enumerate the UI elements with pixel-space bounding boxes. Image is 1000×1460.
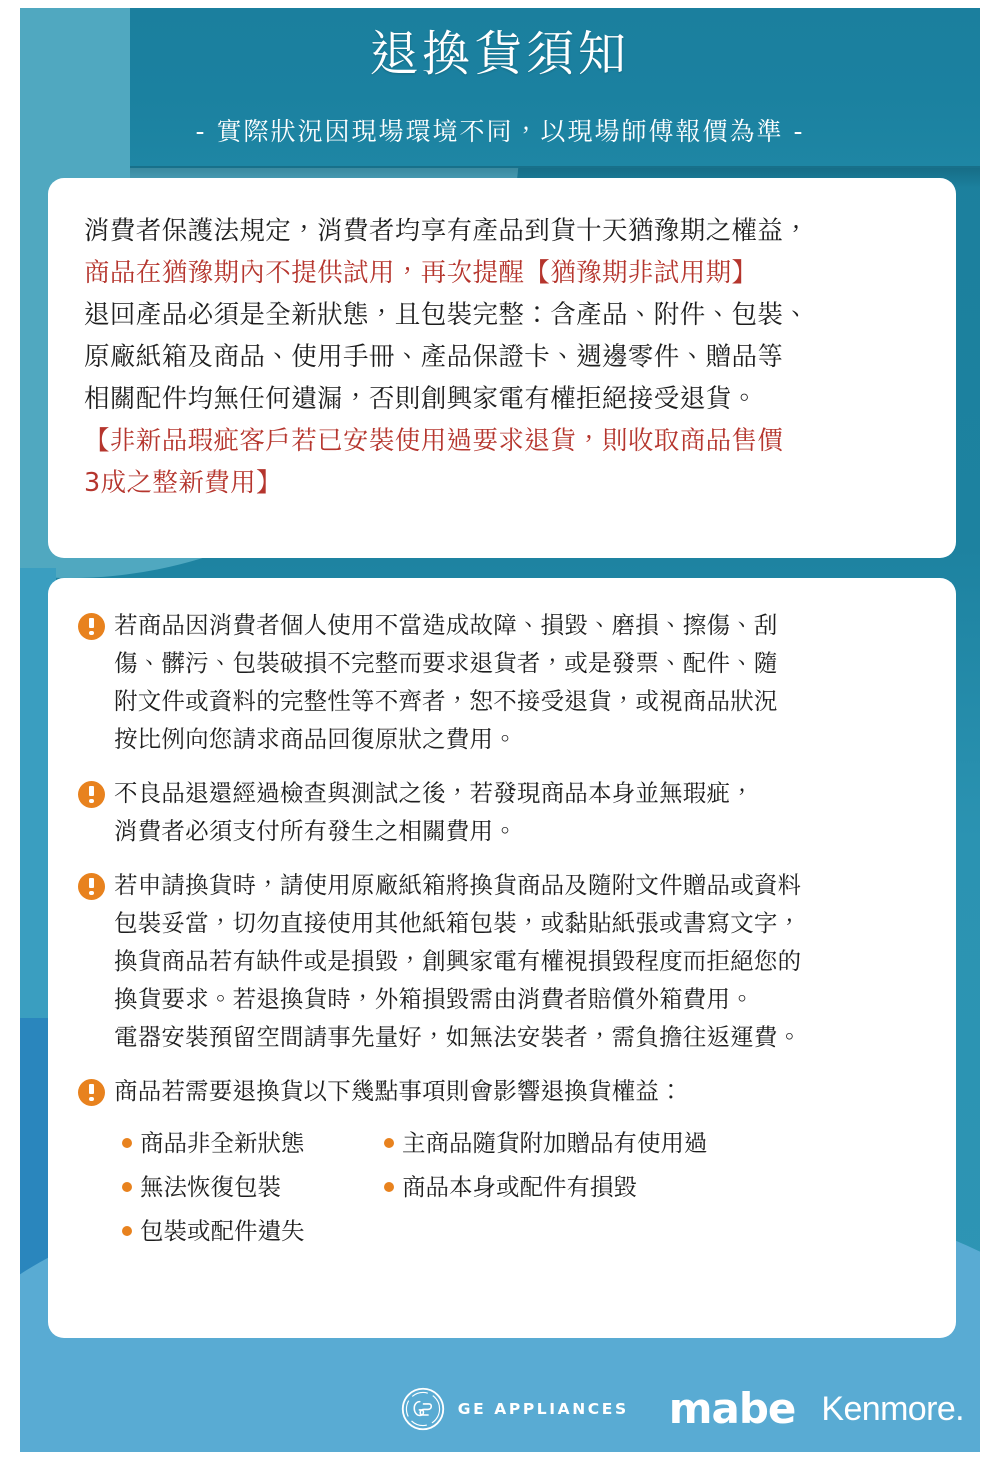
warning-note-line: 電器安裝預留空間請事先量好，如無法安裝者，需負擔往返運費。 [114, 1023, 802, 1051]
bullet-dot-icon [122, 1138, 132, 1148]
impact-bullet-item [384, 1124, 926, 1162]
warning-note-line: 消費者必須支付所有發生之相關費用。 [114, 817, 517, 845]
intro-paragraph-line: 原廠紙箱及商品、使用手冊、產品保證卡、週邊零件、贈品等 [84, 342, 784, 372]
intro-paragraph-line: 【非新品瑕疵客戶若已安裝使用過要求退貨，則收取商品售價 [84, 426, 784, 456]
warning-note-body [114, 1072, 926, 1110]
warning-note-list [78, 606, 926, 1110]
bullet-dot-icon [122, 1226, 132, 1236]
bullet-dot-icon [122, 1182, 132, 1192]
impact-bullet-list [122, 1124, 926, 1250]
impact-bullet-item [122, 1212, 384, 1250]
impact-bullet-item [122, 1124, 384, 1162]
warning-note [78, 774, 926, 850]
warning-note [78, 1072, 926, 1110]
ge-appliances-wordmark: GE APPLIANCES [457, 1400, 629, 1418]
bullet-dot-icon [384, 1138, 394, 1148]
impact-bullet-label: 商品本身或配件有損毀 [402, 1173, 637, 1201]
intro-paragraph-list [84, 210, 920, 504]
warning-note-line: 若申請換貨時，請使用原廠紙箱將換貨商品及隨附文件贈品或資料 [114, 871, 802, 899]
warning-note-line: 換貨要求。若退換貨時，外箱損毀需由消費者賠償外箱費用。 [114, 985, 754, 1013]
intro-paragraph-line: 相關配件均無任何遺漏，否則創興家電有權拒絕接受退貨。 [84, 384, 758, 414]
warning-note-line: 按比例向您請求商品回復原狀之費用。 [114, 725, 517, 753]
impact-bullet-item [122, 1168, 384, 1206]
mabe-wordmark: mabe [668, 1384, 796, 1433]
warning-note-line: 不良品退還經過檢查與測試之後，若發現商品本身並無瑕疵， [114, 779, 754, 807]
ge-monogram-icon [400, 1386, 446, 1432]
intro-paragraph-line: 3成之整新費用】 [84, 468, 282, 498]
warning-note-line: 若商品因消費者個人使用不當造成故障、損毀、磨損、擦傷、刮 [114, 611, 778, 639]
impact-bullet-label: 主商品隨貨附加贈品有使用過 [402, 1129, 708, 1157]
brand-footer [400, 1386, 964, 1432]
impact-bullet-item [384, 1168, 926, 1206]
warning-icon [78, 613, 105, 640]
warning-note-line: 商品若需要退換貨以下幾點事項則會影響退換貨權益： [114, 1077, 683, 1105]
warning-note-line: 包裝妥當，切勿直接使用其他紙箱包裝，或黏貼紙張或書寫文字， [114, 909, 802, 937]
warning-note-line: 附文件或資料的完整性等不齊者，恕不接受退貨，或視商品狀況 [114, 687, 778, 715]
page-title: 退換貨須知 [369, 26, 630, 82]
notes-card [48, 578, 956, 1338]
intro-card [48, 178, 956, 558]
warning-note [78, 606, 926, 758]
warning-note-body [114, 866, 926, 1056]
impact-bullet-label: 包裝或配件遺失 [140, 1217, 305, 1245]
kenmore-wordmark: Kenmore . [821, 1392, 964, 1426]
poster-header [0, 24, 1000, 148]
intro-paragraph-line: 商品在猶豫期內不提供試用，再次提醒【猶豫期非試用期】 [84, 258, 758, 288]
warning-note-body [114, 774, 926, 850]
warning-icon [78, 781, 105, 808]
intro-paragraph-line: 消費者保護法規定，消費者均享有產品到貨十天猶豫期之權益， [84, 216, 810, 246]
page-subtitle: - 實際狀況因現場環境不同，以現場師傅報價為準 - [195, 117, 805, 146]
warning-icon [78, 1079, 105, 1106]
warning-note-line: 換貨商品若有缺件或是損毀，創興家電有權視損毀程度而拒絕您的 [114, 947, 802, 975]
impact-bullet-label: 商品非全新狀態 [140, 1129, 305, 1157]
warning-icon [78, 873, 105, 900]
warning-note [78, 866, 926, 1056]
impact-bullet-label: 無法恢復包裝 [140, 1173, 281, 1201]
warning-note-line: 傷、髒污、包裝破損不完整而要求退貨者，或是發票、配件、隨 [114, 649, 778, 677]
warning-note-body [114, 606, 926, 758]
intro-paragraph-line: 退回產品必須是全新狀態，且包裝完整：含產品、附件、包裝、 [84, 300, 810, 330]
bullet-dot-icon [384, 1182, 394, 1192]
